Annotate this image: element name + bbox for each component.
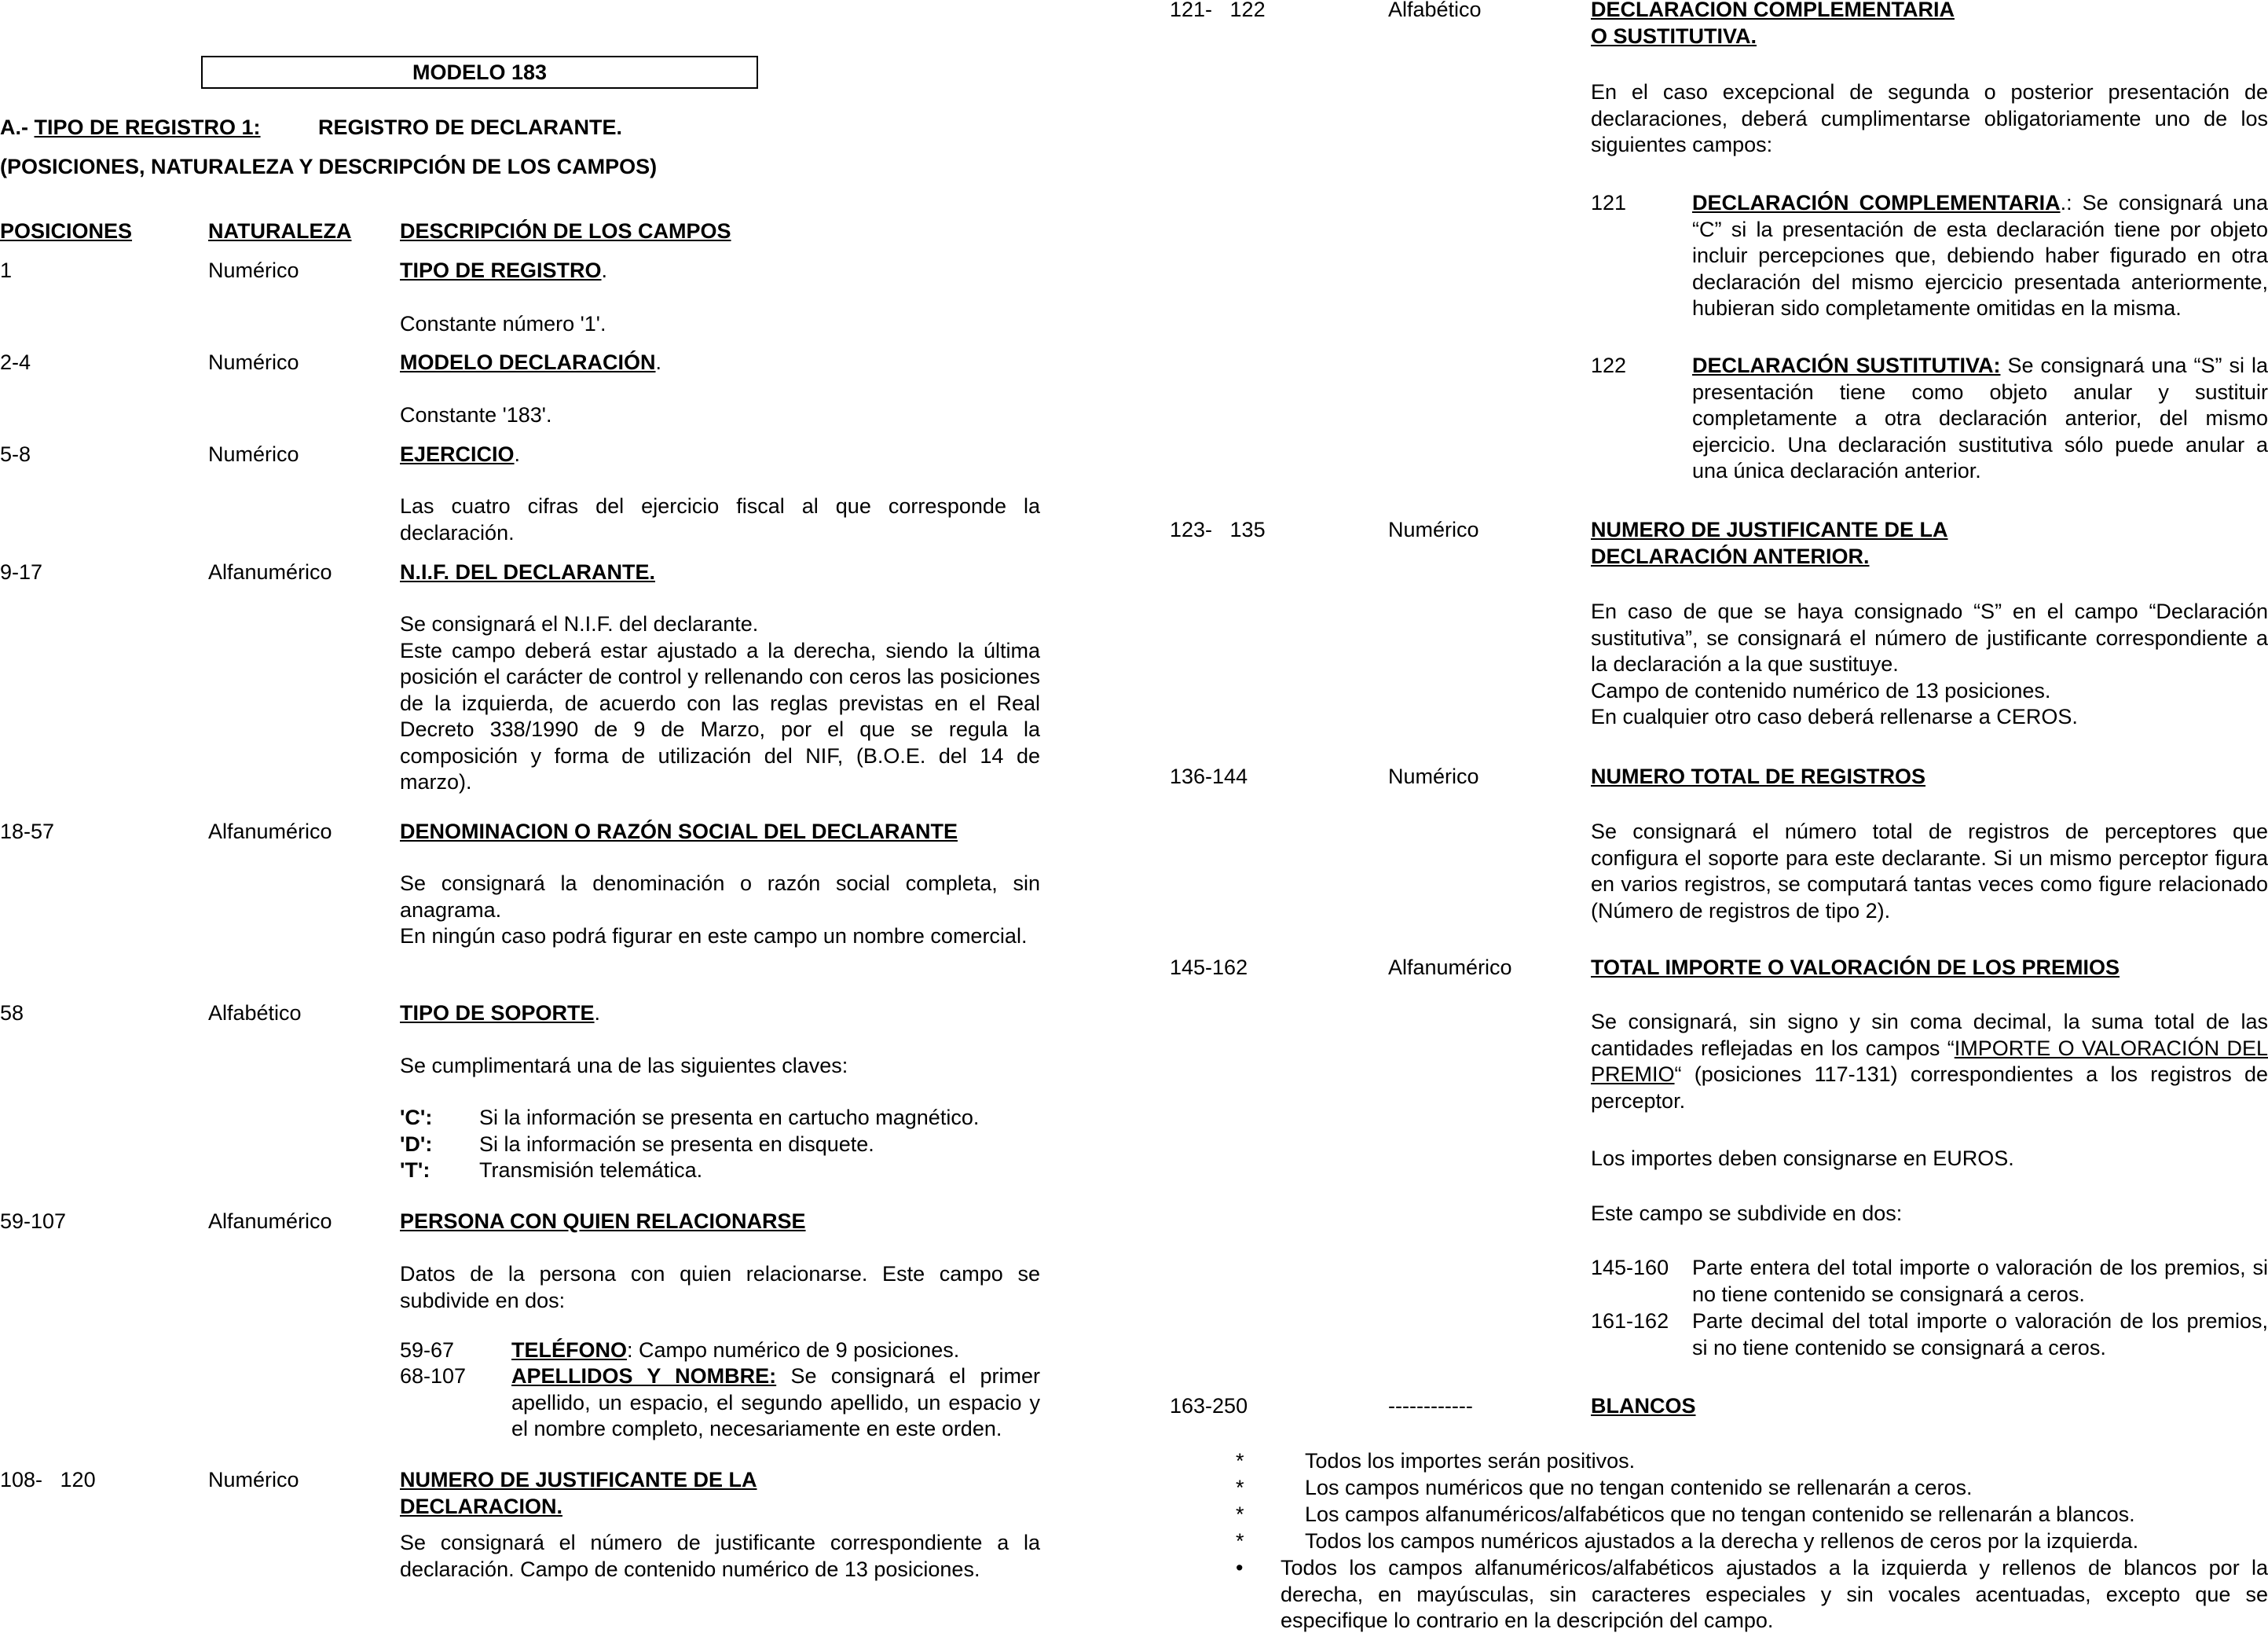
- field-title: EJERCICIO.: [400, 442, 521, 466]
- field-title: PERSONA CON QUIEN RELACIONARSE: [400, 1209, 806, 1233]
- sub-field-pos: 59-67: [400, 1338, 455, 1362]
- field-nat: Alfanumérico: [208, 1209, 332, 1233]
- field-title: NUMERO DE JUSTIFICANTE DE LA DECLARACION.: [400, 1468, 757, 1518]
- col-header-posiciones: POSICIONES: [0, 219, 133, 243]
- col-header-descripcion: DESCRIPCIÓN DE LOS CAMPOS: [400, 219, 731, 243]
- field-text: Datos de la persona con quien relacionarse. Este campo se subdivide en dos:: [400, 1262, 1040, 1312]
- field-pos: 2-4: [0, 350, 31, 374]
- field-text: Se consignará el N.I.F. del declarante. Este campo deberá estar ajustado a la derecha, siendo la última posición el carácter de control y rellenando con ceros las posiciones de la izquierda, de acuerdo con las reglas previstas en el Real Decreto 338/1990 de 9 de Marzo, por el que se regula la composición y forma de utilización del NIF, (B.O.E. del 14 de marzo).: [400, 612, 1040, 794]
- field-text: Constante '183'.: [400, 403, 552, 427]
- field-title: MODELO DECLARACIÓN.: [400, 350, 662, 374]
- field-title: BLANCOS: [1591, 1394, 1696, 1418]
- section-name: REGISTRO DE DECLARANTE.: [318, 116, 623, 139]
- sub-field-text: APELLIDOS Y NOMBRE: Se consignará el primer apellido, un espacio, el segundo apellido, un espacio y el nombre completo, necesariamente en este orden.: [511, 1364, 1040, 1440]
- note-mark: *: [1236, 1502, 1244, 1526]
- field-pos: 123- 135: [1170, 518, 1266, 541]
- note-text: Todos los campos alfanuméricos/alfabéticos ajustados a la izquierda y rellenos de blancos por la derecha, en mayúsculas, sin caracteres especiales y sin vocales acentuadas, excepto que se especifique lo contrario en la descripción del campo.: [1281, 1556, 2268, 1632]
- note-mark: *: [1236, 1529, 1244, 1553]
- section-heading: A.- TIPO DE REGISTRO 1:: [0, 116, 261, 139]
- field-pos: 1: [0, 259, 13, 282]
- field-nat: ------------: [1388, 1394, 1473, 1418]
- field-text: Se consignará la denominación o razón social completa, sin anagrama. En ningún caso podrá figurar en este campo un nombre comercial.: [400, 871, 1040, 948]
- field-title: NUMERO TOTAL DE REGISTROS: [1591, 765, 1926, 788]
- note-bullet: •: [1236, 1556, 1244, 1579]
- model-title: MODELO 183: [412, 61, 548, 84]
- field-pos: 9-17: [0, 560, 43, 584]
- field-pos: 163-250: [1170, 1394, 1248, 1418]
- field-pos: 121- 122: [1170, 0, 1266, 21]
- field-pos: 136-144: [1170, 765, 1248, 788]
- field-nat: Numérico: [208, 442, 299, 466]
- sub-field-text: Parte entera del total importe o valoración de los premios, si no tiene contenido se consignará a ceros.: [1692, 1256, 2268, 1306]
- field-nat: Alfanumérico: [208, 560, 332, 584]
- field-pos: 145-162: [1170, 956, 1248, 979]
- section-subtitle: (POSICIONES, NATURALEZA Y DESCRIPCIÓN DE LOS CAMPOS): [0, 155, 658, 178]
- field-pos: 58: [0, 1001, 24, 1025]
- sub-field-pos: 121: [1591, 191, 1627, 215]
- field-text: Las cuatro cifras del ejercicio fiscal al que corresponde la declaración.: [400, 494, 1040, 545]
- sub-field-pos: 122: [1591, 354, 1627, 377]
- clave-item: 'C': Si la información se presenta en cartucho magnético.: [400, 1106, 980, 1129]
- field-text: Se consignará el número de justificante correspondiente a la declaración. Campo de contenido numérico de 13 posiciones.: [400, 1531, 1040, 1581]
- note-text: Los campos numéricos que no tengan contenido se rellenarán a ceros.: [1305, 1476, 1973, 1499]
- sub-field-pos: 145-160: [1591, 1256, 1669, 1279]
- col-header-naturaleza: NATURALEZA: [208, 219, 352, 243]
- field-nat: Numérico: [208, 259, 299, 282]
- field-text: Se consignará el número total de registros de perceptores que configura el soporte para este declarante. Si un mismo perceptor figura en varios registros, se computará tantas veces como figure relacionado (Número de registros de tipo 2).: [1591, 820, 2268, 923]
- note-text: Los campos alfanuméricos/alfabéticos que no tengan contenido se rellenarán a blancos.: [1305, 1502, 2135, 1526]
- field-text: Constante número '1'.: [400, 312, 606, 336]
- field-title: TIPO DE SOPORTE.: [400, 1001, 601, 1025]
- field-text: Se cumplimentará una de las siguientes claves:: [400, 1054, 848, 1077]
- field-nat: Numérico: [208, 1468, 299, 1491]
- clave-list: [400, 1105, 979, 1184]
- field-text: Los importes deben consignarse en EUROS.: [1591, 1147, 2014, 1170]
- sub-field-text: Parte decimal del total importe o valoración de los premios, si no tiene contenido se consignará a ceros.: [1692, 1309, 2268, 1359]
- note-mark: *: [1236, 1449, 1244, 1473]
- field-pos: 5-8: [0, 442, 31, 466]
- field-pos: 59-107: [0, 1209, 67, 1233]
- sub-field-pos: 68-107: [400, 1364, 467, 1388]
- field-nat: Alfanumérico: [1388, 956, 1512, 979]
- field-nat: Numérico: [208, 350, 299, 374]
- field-text: En caso de que se haya consignado “S” en el campo “Declaración sustitutiva”, se consignará el número de justificante correspondiente a la declaración a la que sustituye. Campo de contenido numérico de 13 posiciones. En cualquier otro caso deberá rellenarse a CEROS.: [1591, 600, 2268, 728]
- field-pos: 18-57: [0, 820, 55, 843]
- field-text: En el caso excepcional de segunda o posterior presentación de declaraciones, deberá cumplimentarse obligatoriamente uno de los siguientes campos:: [1591, 80, 2268, 156]
- note-text: Todos los importes serán positivos.: [1305, 1449, 1636, 1473]
- field-title: DENOMINACION O RAZÓN SOCIAL DEL DECLARANTE: [400, 820, 958, 843]
- field-nat: Alfabético: [208, 1001, 302, 1025]
- field-title: TOTAL IMPORTE O VALORACIÓN DE LOS PREMIOS: [1591, 956, 2120, 979]
- sub-field-text: TELÉFONO: Campo numérico de 9 posiciones.: [511, 1338, 960, 1362]
- sub-field-text: DECLARACIÓN SUSTITUTIVA: Se consignará una “S” si la presentación tiene como objeto anular y sustituir completamente a otra declaración anterior, del mismo ejercicio. Una declaración sustitutiva sólo puede anular a una única declaración anterior.: [1692, 354, 2268, 482]
- field-text: Este campo se subdivide en dos:: [1591, 1202, 1903, 1225]
- field-title: DECLARACION COMPLEMENTARIA O SUSTITUTIVA.: [1591, 0, 1955, 48]
- field-title: TIPO DE REGISTRO.: [400, 259, 608, 282]
- sub-field-pos: 161-162: [1591, 1309, 1669, 1333]
- field-title: N.I.F. DEL DECLARANTE.: [400, 560, 656, 584]
- clave-item: 'T': Transmisión telemática.: [400, 1158, 703, 1182]
- field-text: Se consignará, sin signo y sin coma decimal, la suma total de las cantidades reflejadas en los campos “IMPORTE O VALORACIÓN DEL PREMIO“ (posiciones 117-131) correspondientes a los registros de perceptor.: [1591, 1010, 2268, 1113]
- field-title: NUMERO DE JUSTIFICANTE DE LA DECLARACIÓN ANTERIOR.: [1591, 518, 1948, 568]
- sub-field-text: DECLARACIÓN COMPLEMENTARIA.: Se consignará una “C” si la presentación de esta declaración tiene por objeto incluir percepciones que, debiendo haber figurado en otra declaración del mismo ejercicio presentada anteriormente, hubieran sido completamente omitidas en la misma.: [1692, 191, 2268, 320]
- field-nat: Alfanumérico: [208, 820, 332, 843]
- field-nat: Alfabético: [1388, 0, 1482, 21]
- field-nat: Numérico: [1388, 518, 1479, 541]
- section-type: TIPO DE REGISTRO 1:: [34, 116, 261, 139]
- field-pos: 108- 120: [0, 1468, 96, 1491]
- model-title-box: [201, 56, 758, 89]
- field-nat: Numérico: [1388, 765, 1479, 788]
- clave-item: 'D': Si la información se presenta en disquete.: [400, 1132, 874, 1156]
- note-text: Todos los campos numéricos ajustados a la derecha y rellenos de ceros por la izquierda.: [1305, 1529, 2139, 1553]
- note-mark: *: [1236, 1476, 1244, 1499]
